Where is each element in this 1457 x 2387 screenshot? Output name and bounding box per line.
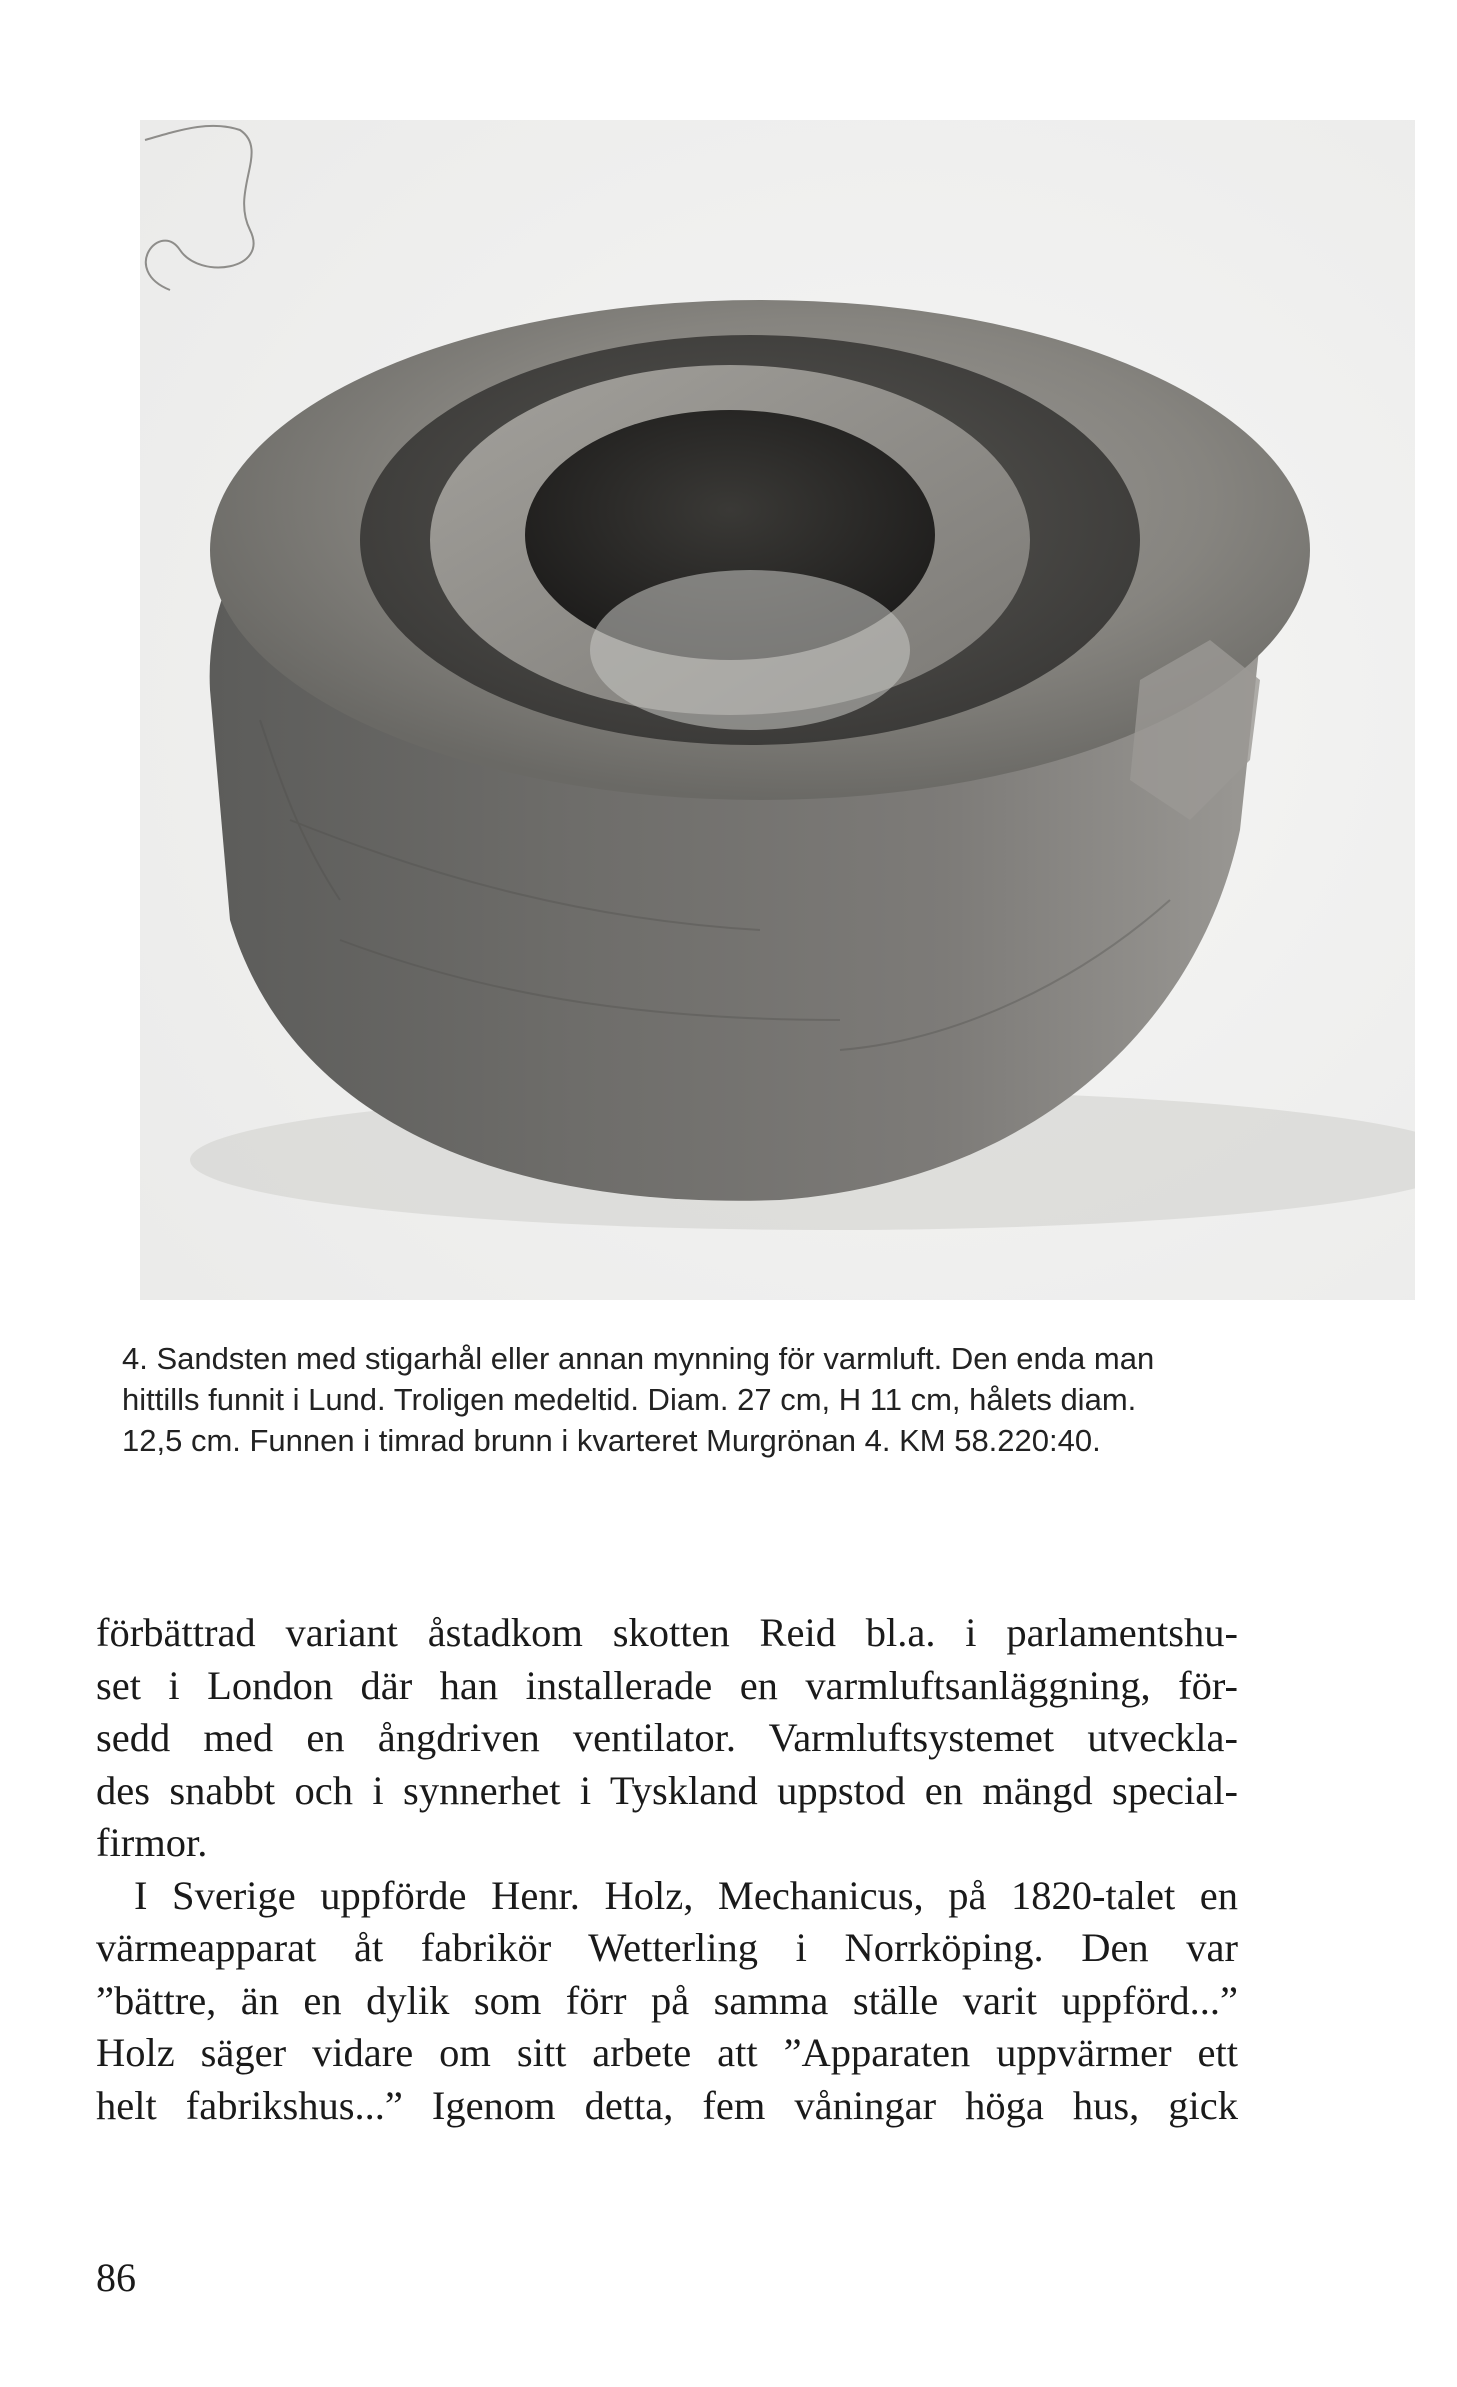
figure-photo bbox=[140, 120, 1415, 1300]
body-line: sedd med en ångdriven ventilator. Varmluftsystemet utveckla- bbox=[96, 1715, 1238, 1760]
body-line: ”bättre, än en dylik som förr på samma ställe varit uppförd...” bbox=[96, 1977, 1238, 2023]
body-line: set i London där han installerade en varmluftsanläggning, för- bbox=[96, 1662, 1238, 1708]
body-line: des snabbt och i synnerhet i Tyskland uppstod en mängd special- bbox=[96, 1767, 1238, 1813]
caption-line: hittills funnit i Lund. Troligen medeltid. Diam. 27 cm, H 11 cm, hålets diam. bbox=[122, 1382, 1137, 1417]
body-line: Holz säger vidare om sitt arbete att ”Apparaten uppvärmer ett bbox=[96, 2030, 1238, 2075]
sandstone-ring-image bbox=[140, 120, 1415, 1300]
figure-caption bbox=[122, 1338, 1262, 1461]
body-line: värmeapparat åt fabrikör Wetterling i Norrköping. Den var bbox=[96, 1925, 1238, 1970]
caption-line: 12,5 cm. Funnen i timrad brunn i kvarteret Murgrönan 4. KM 58.220:40. bbox=[122, 1423, 1101, 1458]
body-text bbox=[96, 1607, 1238, 2132]
body-line: firmor. bbox=[96, 1820, 208, 1865]
body-line: I Sverige uppförde Henr. Holz, Mechanicus, på 1820-talet en bbox=[134, 1872, 1238, 1918]
caption-line: 4. Sandsten med stigarhål eller annan mynning för varmluft. Den enda man bbox=[122, 1341, 1155, 1376]
body-line: helt fabrikshus...” Igenom detta, fem våningar höga hus, gick bbox=[96, 2082, 1238, 2128]
body-line: förbättrad variant åstadkom skotten Reid bl.a. i parlamentshu- bbox=[96, 1610, 1238, 1655]
page-number: 86 bbox=[96, 2255, 136, 2300]
